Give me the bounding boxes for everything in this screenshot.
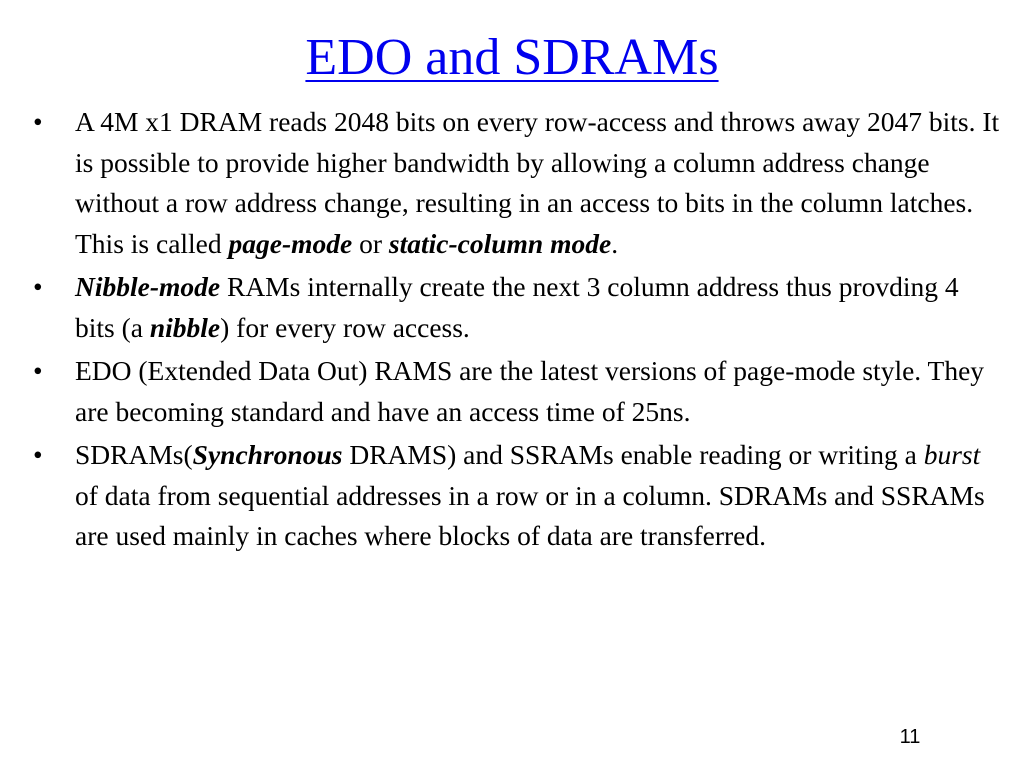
term-static-column-mode: static-column mode — [388, 227, 612, 259]
bullet-text: of data from sequential addresses in a row or in a column. SDRAMs and SSRAMs are used mainly in caches where blocks of data are transferred. — [75, 479, 985, 551]
bullet-list — [0, 102, 1000, 560]
bullet-marker: • — [33, 439, 43, 470]
bullet-text: DRAMS) and SSRAMs enable reading or writing a — [342, 439, 924, 470]
bullet-text: ) for every row access. — [220, 311, 470, 343]
bullet-marker: • — [33, 355, 43, 386]
bullet-nibble-mode — [0, 267, 1000, 348]
bullet-text: or — [352, 227, 389, 259]
bullet-page-mode — [0, 102, 1000, 264]
bullet-edo — [0, 351, 1000, 432]
term-synchronous: Synchronous — [192, 439, 343, 470]
bullet-sdrams — [0, 435, 1000, 557]
bullet-text: EDO (Extended Data Out) RAMS are the latest versions of page-mode style. They are becoming standard and have an access time of 25ns. — [75, 355, 985, 427]
bullet-text: SDRAMs( — [75, 439, 193, 470]
bullet-text: RAMs internally create the next 3 column address thus provding 4 bits (a — [75, 271, 959, 343]
term-nibble-mode: Nibble-mode — [75, 271, 221, 302]
bullet-marker: • — [33, 271, 43, 302]
bullet-text: . — [611, 227, 619, 259]
bullet-marker: • — [33, 106, 43, 137]
term-burst: burst — [923, 439, 981, 470]
page-number: 11 — [899, 726, 921, 748]
slide-title: EDO and SDRAMs — [305, 29, 719, 86]
bullet-text: A 4M x1 DRAM reads 2048 bits on every row-access and throws away 2047 bits. It is possible to provide higher bandwidth by allowing a column address change without a row address change, resulting in an access to bits in the column latches. This is called — [75, 106, 1000, 259]
term-page-mode: page-mode — [228, 227, 353, 259]
term-nibble: nibble — [149, 311, 221, 343]
